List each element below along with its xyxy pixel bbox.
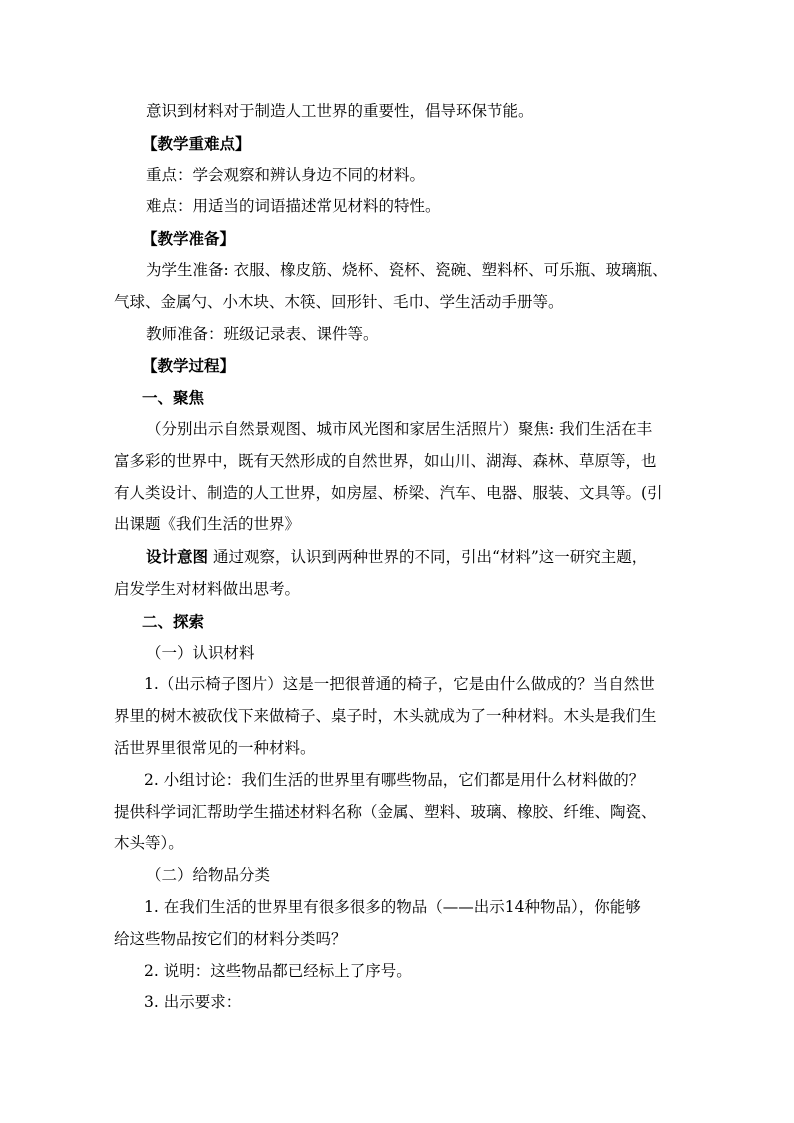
text-line: 有人类设计、制造的人工世界，如房屋、桥梁、汽车、电器、服装、文具等。(引 [114,483,663,502]
text-line: 难点：用适当的词语描述常见材料的特性。 [146,197,441,216]
text-line: 木头等）。 [114,834,184,853]
design-intent-line [114,541,680,574]
subsection-heading: 一、聚焦 [142,388,205,408]
text-line: 重点：学会观察和辨认身边不同的材料。 [146,165,426,184]
text-line: 界里的树木被砍伐下来做椅子、桌子时，木头就成为了一种材料。木头是我们生 [114,707,657,726]
text-line: 1.（出示椅子图片）这是一把很普通的椅子，它是由什么做成的？当自然世 [144,675,655,694]
text-line: （二）给物品分类 [146,866,271,885]
text-line: 提供科学词汇帮助学生描述材料名称（金属、塑料、玻璃、橡胶、纤维、陶瓷、 [114,802,657,821]
text-line: 1. 在我们生活的世界里有很多很多的物品（——出示14种物品），你能够 [144,897,641,916]
text-line: 富多彩的世界中，既有天然形成的自然世界，如山川、湖海、森林、草原等，也 [114,451,657,470]
design-intent-label: 设计意图 [146,547,209,567]
text-line: 教师准备：班级记录表、课件等。 [146,324,379,343]
text-line: 出课题《我们生活的世界》 [114,515,301,534]
design-intent-text: 通过观察，认识到两种世界的不同，引出“材料”这一研究主题， [212,548,648,567]
text-line: 3. 出示要求： [144,993,242,1012]
text-line: 2. 小组讨论：我们生活的世界里有哪些物品，它们都是用什么材料做的？ [144,770,645,789]
text-line: （一）认识材料 [146,643,255,662]
text-line: 意识到材料对于制造人工世界的重要性，倡导环保节能。 [146,102,534,120]
section-heading: 【教学准备】 [142,229,236,249]
text-line: 给这些物品按它们的材料分类吗？ [114,929,347,948]
section-heading: 【教学过程】 [142,356,236,376]
text-line: 活世界里很常见的一种材料。 [114,738,316,757]
text-line: 启发学生对材料做出思考。 [114,579,301,598]
text-line: 2. 说明：这些物品都已经标上了序号。 [144,961,412,980]
subsection-heading: 二、探索 [142,611,205,631]
section-heading: 【教学重难点】 [142,133,251,153]
text-line: 为学生准备: 衣服、橡皮筋、烧杯、瓷杯、瓷碗、塑料杯、可乐瓶、玻璃瓶、 [146,260,668,279]
text-line: 气球、金属勺、小木块、木筷、回形针、毛巾、学生活动手册等。 [114,292,564,311]
text-line: （分别出示自然景观图、城市风光图和家居生活照片）聚焦: 我们生活在丰 [146,419,653,438]
document-body [114,96,680,1019]
